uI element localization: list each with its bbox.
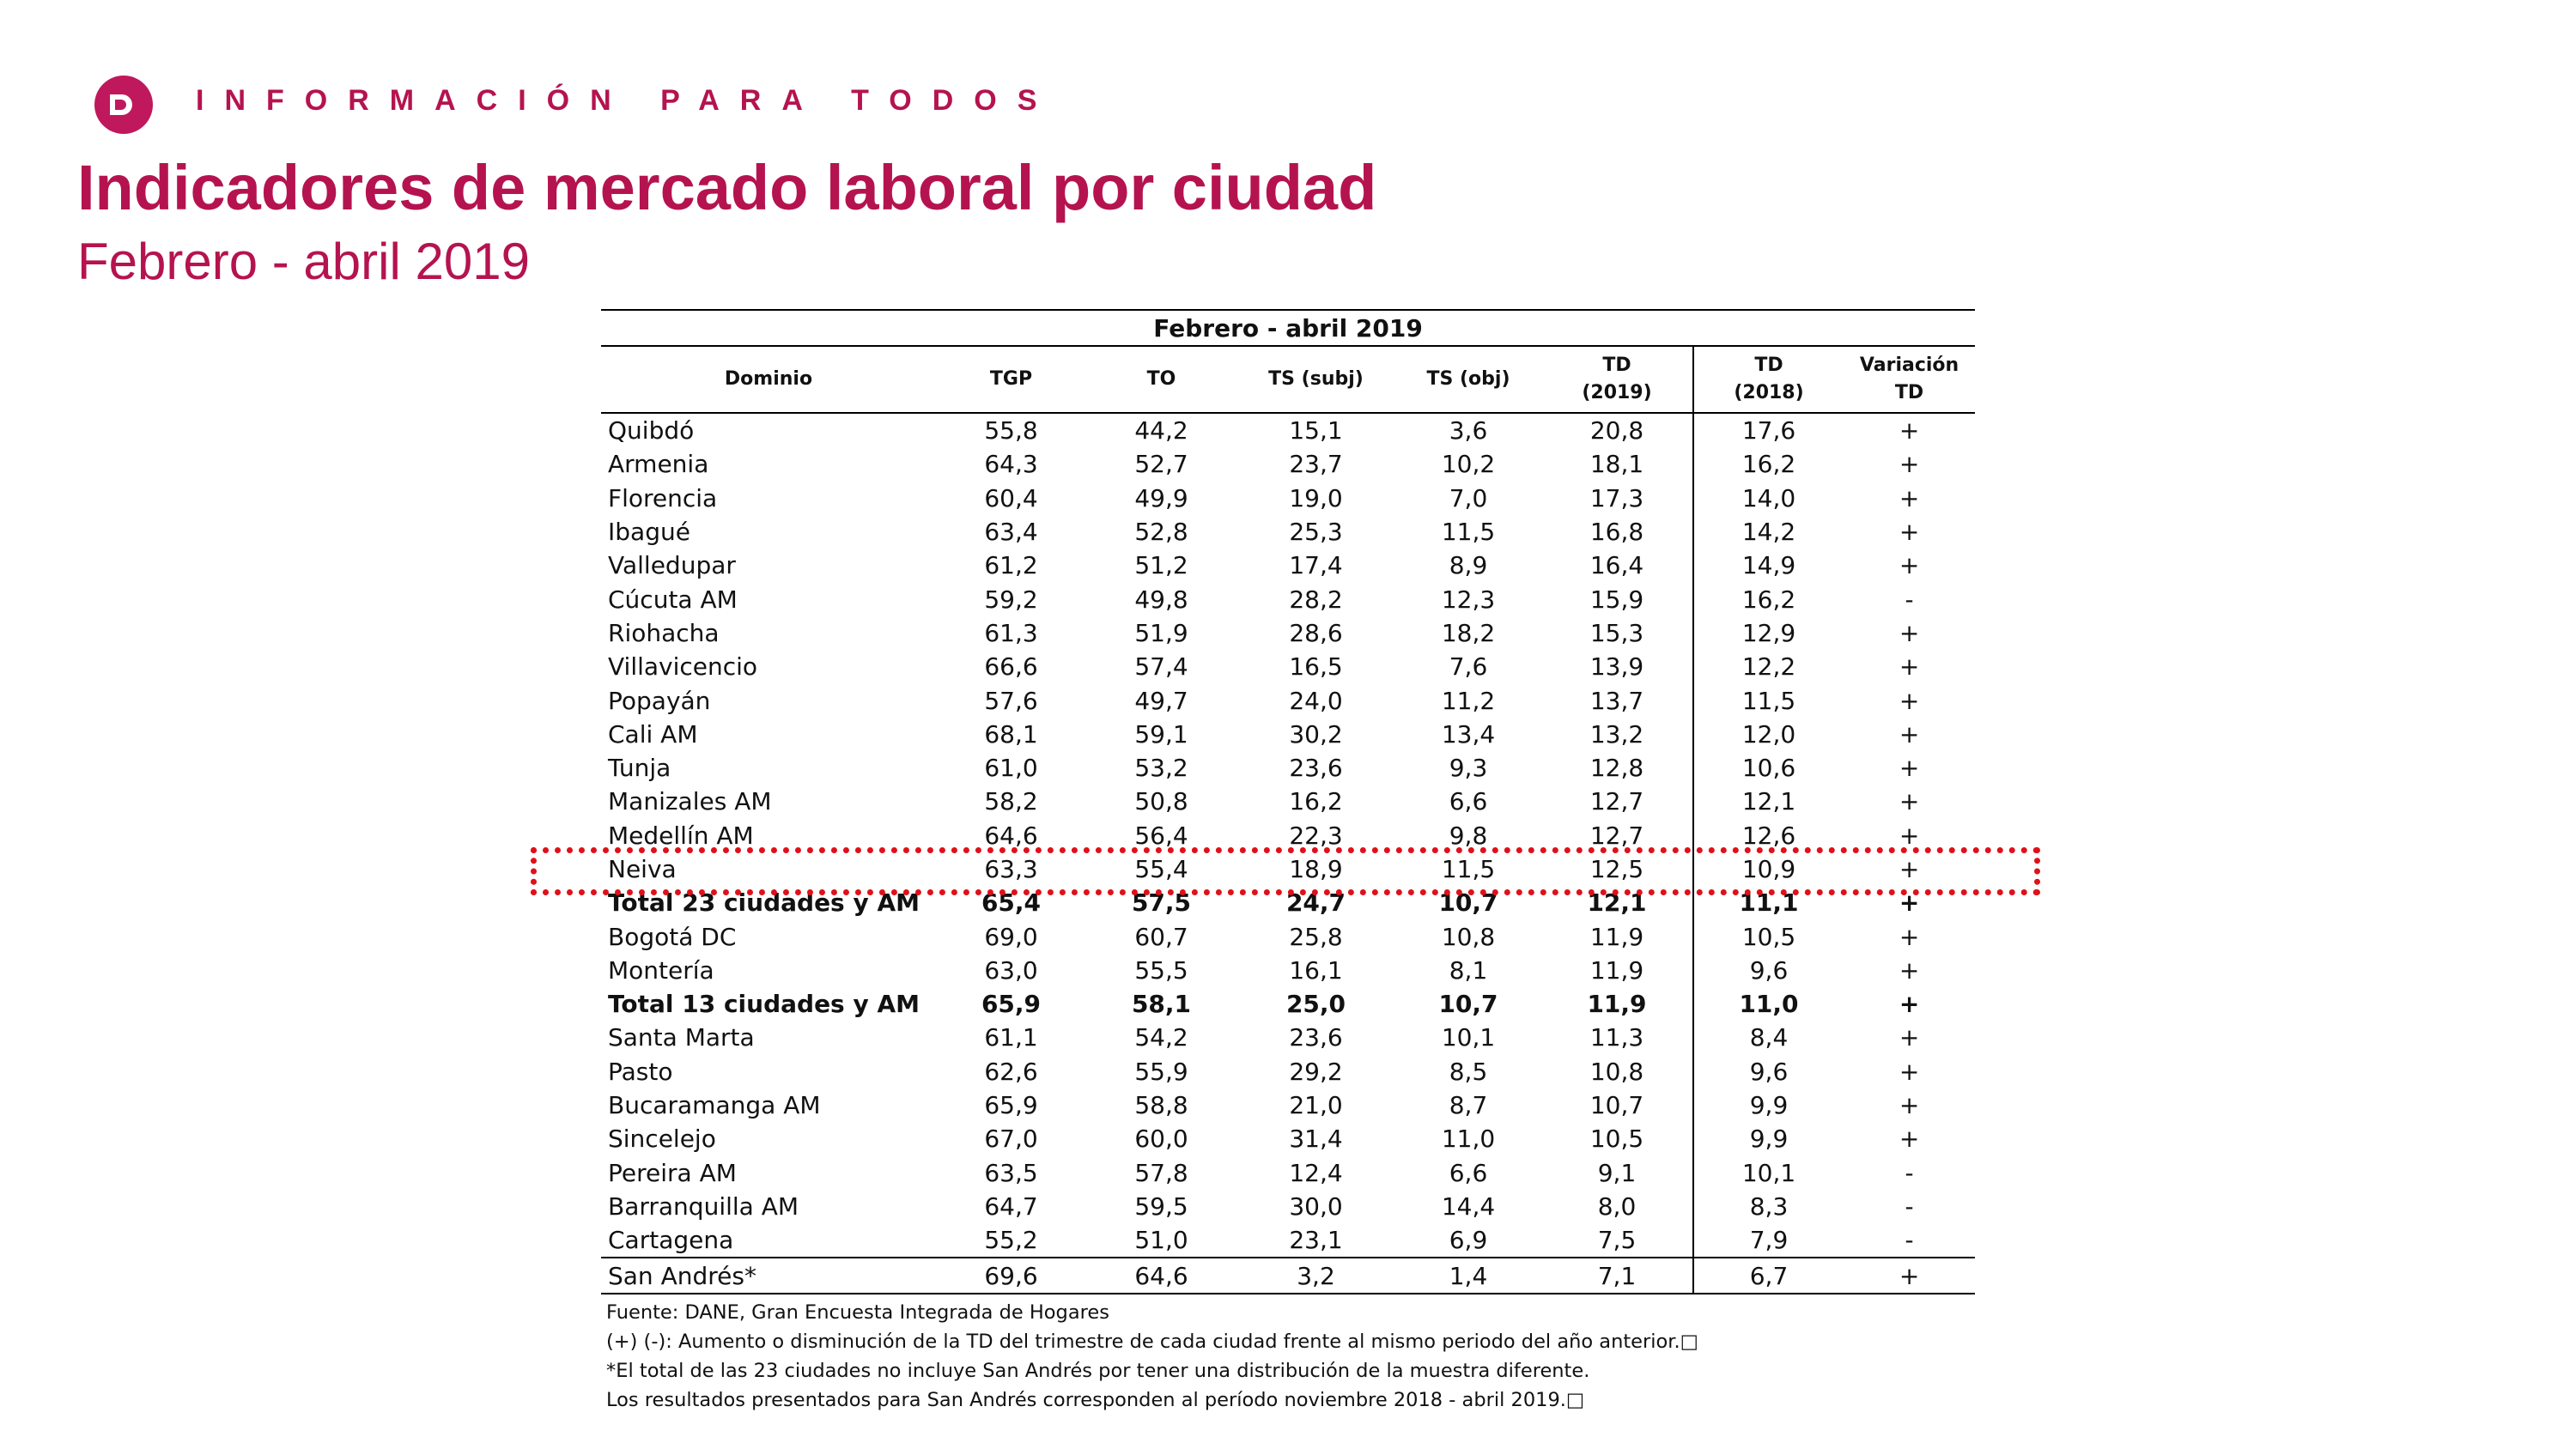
cell-td2019: 10,8: [1541, 1055, 1693, 1088]
cell-dominio: Neiva: [608, 855, 677, 883]
cell-ts-obj: 10,2: [1441, 450, 1496, 479]
cell-tgp: 58,2: [984, 787, 1038, 816]
cell-ts-obj: 11,2: [1441, 686, 1496, 715]
cell-var: +: [1899, 855, 1920, 883]
cell-tgp: 59,2: [984, 585, 1038, 614]
cell-ts-obj: 9,3: [1449, 754, 1488, 783]
cell-to: 56,4: [1134, 821, 1188, 850]
cell-dominio: Total 13 ciudades y AM: [608, 990, 920, 1019]
cell-ts-subj: 24,7: [1285, 888, 1346, 918]
cell-to: 59,5: [1134, 1191, 1188, 1221]
cell-td2019: 7,5: [1541, 1223, 1693, 1258]
table-row: [601, 515, 1975, 549]
table-row: [601, 1156, 1975, 1190]
cell-ts-obj: 18,2: [1441, 618, 1496, 647]
cell-td2019: 11,9: [1541, 954, 1693, 987]
cell-tgp: 60,4: [984, 483, 1038, 512]
cell-to: 51,0: [1134, 1226, 1188, 1255]
cell-to: 57,5: [1131, 888, 1192, 918]
cell-ts-obj: 6,9: [1449, 1226, 1488, 1255]
cell-to: 54,2: [1134, 1023, 1188, 1052]
cell-td2019: 13,9: [1541, 650, 1693, 683]
cell-tgp: 65,9: [981, 990, 1042, 1019]
col-header-ts-subj: TS (subj): [1236, 346, 1395, 413]
cell-ts-obj: 10,7: [1438, 888, 1498, 918]
cell-ts-subj: 23,6: [1289, 1023, 1343, 1052]
cell-ts-subj: 23,7: [1289, 450, 1343, 479]
cell-ts-subj: 18,9: [1289, 855, 1343, 883]
cell-dominio: Popayán: [608, 686, 711, 715]
cell-tgp: 57,6: [984, 686, 1038, 715]
cell-ts-subj: 24,0: [1289, 686, 1343, 715]
cell-var: -: [1905, 585, 1914, 614]
cell-td2018: 17,6: [1741, 416, 1796, 446]
table-row: [601, 954, 1975, 987]
cell-ts-subj: 16,1: [1289, 955, 1343, 985]
cell-ts-subj: 25,8: [1289, 922, 1343, 951]
cell-ts-obj: 11,0: [1441, 1125, 1496, 1154]
cell-var: -: [1905, 1158, 1914, 1187]
cell-ts-subj: 30,0: [1289, 1191, 1343, 1221]
cell-to: 60,7: [1134, 922, 1188, 951]
cell-dominio: Cartagena: [608, 1226, 734, 1255]
cell-td2018: 14,9: [1741, 551, 1796, 580]
cell-td2019: 12,7: [1541, 819, 1693, 852]
dane-d-icon: [105, 86, 143, 124]
cell-tgp: 68,1: [984, 719, 1038, 749]
cell-to: 44,2: [1134, 416, 1188, 446]
cell-ts-subj: 21,0: [1289, 1091, 1343, 1120]
col-header-td-2018-line2: (2018): [1734, 382, 1804, 403]
cell-to: 49,9: [1134, 483, 1188, 512]
cell-tgp: 63,3: [984, 855, 1038, 883]
labor-market-table: [601, 309, 1975, 1294]
cell-dominio: Bogotá DC: [608, 922, 737, 951]
cell-var: +: [1899, 719, 1920, 749]
cell-ts-subj: 25,3: [1289, 518, 1343, 547]
cell-dominio: Cali AM: [608, 719, 698, 749]
cell-var: +: [1899, 450, 1920, 479]
cell-ts-obj: 6,6: [1449, 787, 1488, 816]
note-san-andres: Los resultados presentados para San Andrés corresponden al período noviembre 2018 - abril 2019.□: [606, 1388, 1585, 1411]
table-row: [601, 683, 1975, 717]
cell-var: +: [1899, 955, 1920, 985]
cell-to: 49,8: [1134, 585, 1188, 614]
cell-dominio: Florencia: [608, 483, 718, 512]
cell-ts-obj: 10,7: [1438, 990, 1498, 1019]
cell-ts-subj: 16,2: [1289, 787, 1343, 816]
cell-ts-subj: 25,0: [1285, 990, 1346, 1019]
cell-td2018: 12,1: [1741, 787, 1796, 816]
cell-ts-subj: 28,6: [1289, 618, 1343, 647]
table-period-header: Febrero - abril 2019: [601, 310, 1975, 346]
cell-td2018: 10,1: [1741, 1158, 1796, 1187]
cell-tgp: 67,0: [984, 1125, 1038, 1154]
neiva-row-highlight: [531, 847, 2040, 895]
cell-ts-subj: 16,5: [1289, 652, 1343, 682]
cell-td2018: 10,9: [1741, 855, 1796, 883]
cell-td2018: 11,1: [1739, 888, 1799, 918]
cell-var: +: [1899, 922, 1920, 951]
col-header-td-2018-line1: TD: [1754, 355, 1783, 376]
table-period-row: [601, 310, 1975, 346]
cell-td2019: 11,3: [1541, 1021, 1693, 1054]
cell-tgp: 63,5: [984, 1158, 1038, 1187]
cell-td2019: 8,0: [1541, 1190, 1693, 1223]
table-row: [601, 447, 1975, 481]
cell-tgp: 63,0: [984, 955, 1038, 985]
cell-td2019: 18,1: [1541, 447, 1693, 481]
cell-ts-subj: 3,2: [1236, 1258, 1395, 1293]
header-tagline: INFORMACIÓN PARA TODOS: [196, 84, 1058, 117]
cell-tgp: 69,0: [984, 922, 1038, 951]
table-row: [601, 751, 1975, 785]
cell-td2018: 8,4: [1749, 1023, 1789, 1052]
cell-td2018: 14,0: [1741, 483, 1796, 512]
cell-ts-obj: 12,3: [1441, 585, 1496, 614]
cell-to: 51,2: [1134, 551, 1188, 580]
table-row: [601, 1055, 1975, 1088]
cell-to: 57,8: [1134, 1158, 1188, 1187]
cell-td2018: 9,9: [1749, 1125, 1789, 1154]
cell-ts-subj: 17,4: [1289, 551, 1343, 580]
cell-var: +: [1899, 1057, 1920, 1086]
cell-dominio: Manizales AM: [608, 787, 772, 816]
note-source: Fuente: DANE, Gran Encuesta Integrada de Hogares: [606, 1300, 1109, 1324]
table-row: [601, 413, 1975, 447]
cell-ts-subj: 15,1: [1289, 416, 1343, 446]
cell-var: +: [1899, 652, 1920, 682]
cell-td2018: 10,6: [1741, 754, 1796, 783]
cell-td2018: 8,3: [1749, 1191, 1789, 1221]
cell-dominio: Medellín AM: [608, 821, 754, 850]
cell-ts-obj: 8,1: [1449, 955, 1488, 985]
cell-to: 53,2: [1134, 754, 1188, 783]
page-subtitle: Febrero - abril 2019: [77, 233, 530, 290]
cell-td2019: 10,7: [1541, 1088, 1693, 1122]
cell-td2019: 9,1: [1541, 1156, 1693, 1190]
cell-ts-obj: 10,8: [1441, 922, 1496, 951]
cell-var: +: [1899, 618, 1920, 647]
cell-to: 59,1: [1134, 719, 1188, 749]
cell-tgp: 55,8: [984, 416, 1038, 446]
col-header-td-2019-line1: TD: [1602, 355, 1631, 376]
cell-dominio: Montería: [608, 955, 714, 985]
cell-var: -: [1905, 1226, 1914, 1255]
cell-tgp: 61,3: [984, 618, 1038, 647]
cell-td2018: 12,2: [1741, 652, 1796, 682]
dane-logo: [94, 76, 153, 134]
cell-ts-subj: 19,0: [1289, 483, 1343, 512]
cell-tgp: 66,6: [984, 652, 1038, 682]
table-row: [601, 1088, 1975, 1122]
cell-td2018: 9,6: [1749, 1057, 1789, 1086]
cell-td2018: 9,6: [1749, 955, 1789, 985]
cell-var: -: [1905, 1191, 1914, 1221]
cell-td2019: 7,1: [1541, 1258, 1693, 1293]
cell-ts-obj: 1,4: [1395, 1258, 1541, 1293]
cell-td2019: 12,1: [1541, 886, 1693, 919]
table-row: [601, 1122, 1975, 1155]
cell-tgp: 55,2: [984, 1226, 1038, 1255]
cell-td2019: 15,3: [1541, 616, 1693, 650]
cell-td2018: 16,2: [1741, 585, 1796, 614]
cell-td2018: 12,6: [1741, 821, 1796, 850]
cell-td2018: 6,7: [1693, 1258, 1844, 1293]
table-row: [601, 582, 1975, 615]
cell-dominio: Pasto: [608, 1057, 673, 1086]
page-title: Indicadores de mercado laboral por ciudad: [77, 152, 1377, 223]
col-header-td-2019: [1541, 346, 1693, 413]
cell-var: +: [1899, 1091, 1920, 1120]
cell-ts-subj: 28,2: [1289, 585, 1343, 614]
cell-ts-subj: 12,4: [1289, 1158, 1343, 1187]
cell-to: 55,4: [1134, 855, 1188, 883]
cell-td2018: 7,9: [1749, 1226, 1789, 1255]
table-row: [601, 785, 1975, 818]
table-row: [601, 1190, 1975, 1223]
cell-to: 58,1: [1131, 990, 1192, 1019]
cell-tgp: 62,6: [984, 1057, 1038, 1086]
cell-tgp: 63,4: [984, 518, 1038, 547]
cell-var: +: [1899, 888, 1920, 918]
table-header-row: [601, 346, 1975, 413]
cell-to: 52,7: [1134, 450, 1188, 479]
cell-var: +: [1899, 483, 1920, 512]
cell-ts-obj: 7,6: [1449, 652, 1488, 682]
table-row: [601, 1021, 1975, 1054]
cell-to: 50,8: [1134, 787, 1188, 816]
cell-ts-obj: 6,6: [1449, 1158, 1488, 1187]
cell-dominio: San Andrés*: [601, 1258, 936, 1293]
note-total-23: *El total de las 23 ciudades no incluye San Andrés por tener una distribución de la muestra diferente.: [606, 1359, 1590, 1382]
cell-to: 57,4: [1134, 652, 1188, 682]
cell-dominio: Pereira AM: [608, 1158, 737, 1187]
col-header-variacion: Variación TD: [1844, 346, 1975, 413]
cell-to: 49,7: [1134, 686, 1188, 715]
table-row: [601, 919, 1975, 953]
cell-td2018: 10,5: [1741, 922, 1796, 951]
cell-td2019: 17,3: [1541, 482, 1693, 515]
note-variation: (+) (-): Aumento o disminución de la TD del trimestre de cada ciudad frente al mismo periodo del año anterior.□: [606, 1330, 1698, 1353]
table-row: [601, 1258, 1975, 1293]
cell-td2019: 16,8: [1541, 515, 1693, 549]
cell-to: 55,9: [1134, 1057, 1188, 1086]
cell-ts-obj: 8,9: [1449, 551, 1488, 580]
cell-dominio: Valledupar: [608, 551, 736, 580]
cell-dominio: Quibdó: [608, 416, 695, 446]
cell-td2018: 9,9: [1749, 1091, 1789, 1120]
cell-dominio: Sincelejo: [608, 1125, 716, 1154]
cell-td2018: 12,9: [1741, 618, 1796, 647]
cell-tgp: 64,7: [984, 1191, 1038, 1221]
cell-tgp: 64,6: [984, 821, 1038, 850]
cell-ts-obj: 8,7: [1449, 1091, 1488, 1120]
cell-tgp: 64,3: [984, 450, 1038, 479]
cell-to: 58,8: [1134, 1091, 1188, 1120]
cell-to: 60,0: [1134, 1125, 1188, 1154]
cell-td2018: 12,0: [1741, 719, 1796, 749]
cell-to: 51,9: [1134, 618, 1188, 647]
cell-ts-subj: 22,3: [1289, 821, 1343, 850]
cell-ts-obj: 13,4: [1441, 719, 1496, 749]
cell-ts-subj: 31,4: [1289, 1125, 1343, 1154]
cell-tgp: 61,0: [984, 754, 1038, 783]
cell-tgp: 69,6: [936, 1258, 1086, 1293]
cell-var: +: [1899, 416, 1920, 446]
col-header-to: TO: [1086, 346, 1236, 413]
cell-td2019: 20,8: [1541, 413, 1693, 447]
cell-dominio: Tunja: [608, 754, 671, 783]
cell-to: 55,5: [1134, 955, 1188, 985]
col-header-dominio: Dominio: [601, 346, 936, 413]
cell-dominio: Cúcuta AM: [608, 585, 738, 614]
table-row: [601, 650, 1975, 683]
cell-td2019: 11,9: [1541, 919, 1693, 953]
cell-ts-obj: 7,0: [1449, 483, 1488, 512]
table-row: [601, 482, 1975, 515]
table-row: [601, 616, 1975, 650]
cell-var: +: [1899, 787, 1920, 816]
cell-ts-subj: 30,2: [1289, 719, 1343, 749]
cell-var: +: [1899, 1023, 1920, 1052]
cell-tgp: 61,2: [984, 551, 1038, 580]
cell-td2018: 16,2: [1741, 450, 1796, 479]
cell-dominio: Total 23 ciudades y AM: [608, 888, 920, 918]
cell-td2018: 11,0: [1739, 990, 1799, 1019]
cell-ts-obj: 10,1: [1441, 1023, 1496, 1052]
cell-td2018: 11,5: [1741, 686, 1796, 715]
table-row: [601, 987, 1975, 1021]
cell-td2018: 14,2: [1741, 518, 1796, 547]
cell-td2019: 13,7: [1541, 683, 1693, 717]
cell-ts-obj: 3,6: [1449, 416, 1488, 446]
cell-td2019: 12,7: [1541, 785, 1693, 818]
col-header-td-2018: [1693, 346, 1844, 413]
cell-dominio: Armenia: [608, 450, 709, 479]
cell-td2019: 12,8: [1541, 751, 1693, 785]
cell-var: +: [1899, 518, 1920, 547]
cell-dominio: Bucaramanga AM: [608, 1091, 821, 1120]
cell-var: +: [1899, 686, 1920, 715]
cell-dominio: Villavicencio: [608, 652, 758, 682]
table-row: [601, 549, 1975, 582]
table-row: [601, 1223, 1975, 1258]
cell-tgp: 61,1: [984, 1023, 1038, 1052]
cell-tgp: 65,4: [981, 888, 1042, 918]
col-header-ts-obj: TS (obj): [1395, 346, 1541, 413]
col-header-td-2019-line2: (2019): [1582, 382, 1652, 403]
cell-dominio: Riohacha: [608, 618, 720, 647]
table-row: [601, 718, 1975, 751]
cell-ts-subj: 23,1: [1289, 1226, 1343, 1255]
cell-to: 52,8: [1134, 518, 1188, 547]
cell-dominio: Barranquilla AM: [608, 1191, 799, 1221]
cell-td2019: 10,5: [1541, 1122, 1693, 1155]
cell-ts-obj: 11,5: [1441, 855, 1496, 883]
cell-ts-obj: 14,4: [1441, 1191, 1496, 1221]
cell-var: +: [1844, 1258, 1975, 1293]
cell-td2019: 13,2: [1541, 718, 1693, 751]
cell-var: +: [1899, 821, 1920, 850]
cell-ts-subj: 29,2: [1289, 1057, 1343, 1086]
cell-ts-obj: 11,5: [1441, 518, 1496, 547]
cell-to: 64,6: [1086, 1258, 1236, 1293]
cell-td2019: 16,4: [1541, 549, 1693, 582]
cell-ts-obj: 8,5: [1449, 1057, 1488, 1086]
cell-ts-obj: 9,8: [1449, 821, 1488, 850]
cell-td2019: 11,9: [1541, 987, 1693, 1021]
cell-td2019: 12,5: [1541, 852, 1693, 886]
cell-dominio: Santa Marta: [608, 1023, 755, 1052]
cell-var: +: [1899, 990, 1920, 1019]
cell-td2019: 15,9: [1541, 582, 1693, 615]
col-header-tgp: TGP: [936, 346, 1086, 413]
table-notes: [601, 1298, 1975, 1415]
cell-tgp: 65,9: [984, 1091, 1038, 1120]
cell-var: +: [1899, 1125, 1920, 1154]
cell-dominio: Ibagué: [608, 518, 690, 547]
cell-var: +: [1899, 754, 1920, 783]
cell-ts-subj: 23,6: [1289, 754, 1343, 783]
cell-var: +: [1899, 551, 1920, 580]
